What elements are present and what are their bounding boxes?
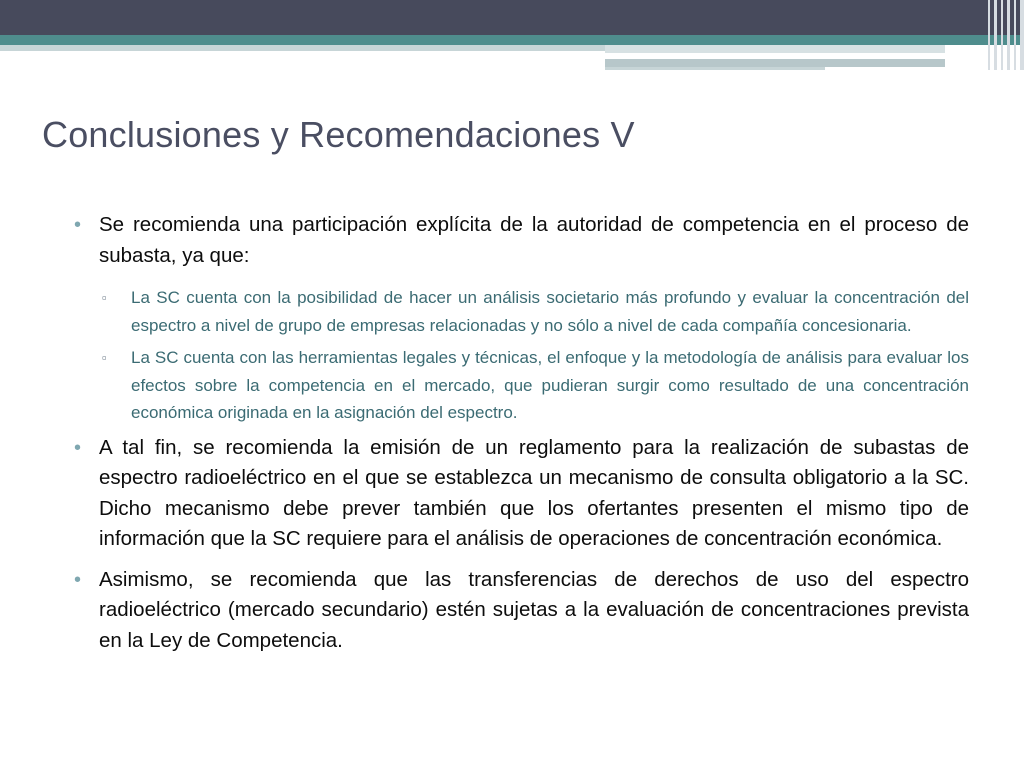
bullet-item — [74, 210, 969, 271]
bullet-item — [74, 565, 969, 657]
header-stripes — [988, 0, 1024, 70]
subbullet-item — [74, 344, 969, 427]
subbullet-text: La SC cuenta con la posibilidad de hacer un análisis societario más profundo y evaluar la concentración del espectro a nivel de grupo de empresas relacionadas y no sólo a nivel de cada compañía concesionaria. — [131, 288, 969, 335]
bullet-text: Se recomienda una participación explícita de la autoridad de competencia en el proceso de subasta, ya que: — [99, 213, 969, 267]
square-subbullet-icon: ▫ — [102, 350, 107, 365]
subbullet-item — [74, 284, 969, 339]
square-subbullet-icon: ▫ — [102, 290, 107, 305]
bullet-text: Asimismo, se recomienda que las transferencias de derechos de uso del espectro radioeléctrico (mercado secundario) estén sujetas a la evaluación de concentraciones prevista en la Ley de Competencia. — [99, 567, 969, 652]
slide-body — [74, 210, 969, 656]
header-light-band — [0, 45, 605, 51]
bullet-item — [74, 433, 969, 555]
header-light-band — [605, 67, 825, 70]
header-light-band — [605, 45, 945, 53]
subbullet-text: La SC cuenta con las herramientas legales y técnicas, el enfoque y la metodología de análisis para evaluar los efectos sobre la competencia en el mercado, que pudieran surgir como resultado de una concentración económica originada en la asignación del espectro. — [131, 348, 969, 422]
header-teal-band — [0, 35, 1024, 45]
slide-title: Conclusiones y Recomendaciones V — [42, 114, 635, 155]
header-dark-band — [0, 0, 1024, 35]
bullet-text: A tal fin, se recomienda la emisión de un reglamento para la realización de subastas de espectro radioeléctrico en el que se establezca un mecanismo de consulta obligatorio a la SC. Dicho mecanismo debe prever también que los ofertantes presenten el mismo tipo de información que la SC requiere para el análisis de operaciones de concentración económica. — [99, 435, 969, 550]
header-light-band — [605, 59, 945, 67]
